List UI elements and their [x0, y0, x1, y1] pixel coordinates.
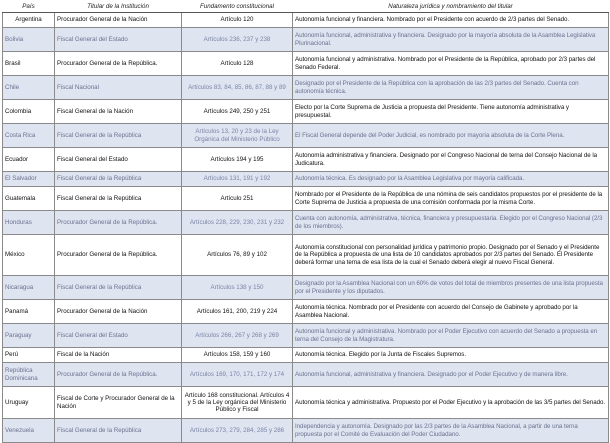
cell-naturaleza: Autonomía técnica. Elegido por la Junta de Fiscales Supremos. [293, 348, 609, 363]
cell-naturaleza: Autonomía técnica. Es designado por la Asamblea Legislativa por mayoría calificada. [293, 172, 609, 187]
cell-pais: Brasil [3, 52, 55, 76]
cell-naturaleza: Designado por el Presidente de la República con la aprobación de las 2/3 partes del Senado. Cuenta con autonomía técnica. [293, 76, 609, 100]
cell-naturaleza: Autonomía funcional y administrativa. Nombrado por el Presidente de la República, aprobado por 2/3 partes del Senado Federal. [293, 52, 609, 76]
cell-pais: Costa Rica [3, 124, 55, 148]
cell-naturaleza: Nombrado por el Presidente de la República de una nómina de seis candidatos propuestos por el presidente de la Corte Suprema de Justicia a propuesta de una comisión conformada por la misma Corte. [293, 187, 609, 211]
table-row [3, 28, 609, 52]
cell-naturaleza: Autonomía funcional y financiera. Nombrado por el Presidente con acuerdo de 2/3 partes del Senado. [293, 13, 609, 28]
fiscal-institutions-table-container [2, 1, 608, 443]
cell-pais: Colombia [3, 100, 55, 124]
cell-titular: Procurador General de la República. [55, 235, 182, 276]
table-header-row [3, 1, 609, 13]
cell-fundamento: Artículo 128 [182, 52, 293, 76]
cell-pais: Argentina [3, 13, 55, 28]
cell-fundamento: Artículo 120 [182, 13, 293, 28]
cell-fundamento: Artículos 76, 89 y 102 [182, 235, 293, 276]
cell-pais: Uruguay [3, 387, 55, 419]
fiscal-institutions-table [2, 1, 609, 443]
header-pais: País [3, 1, 55, 13]
cell-titular: Fiscal General del Estado [55, 324, 182, 348]
cell-pais: Venezuela [3, 419, 55, 443]
cell-titular: Fiscal General de la República [55, 124, 182, 148]
table-row [3, 124, 609, 148]
cell-fundamento: Artículos 169, 170, 171, 172 y 174 [182, 363, 293, 387]
cell-titular: Procurador General de la República. [55, 211, 182, 235]
cell-naturaleza: Autonomía administrativa y financiera. Designado por el Congreso Nacional de terna del Consejo Nacional de la Judicatura. [293, 148, 609, 172]
cell-pais: Honduras [3, 211, 55, 235]
cell-titular: Fiscal General de la República [55, 172, 182, 187]
cell-pais: Guatemala [3, 187, 55, 211]
cell-pais: Perú [3, 348, 55, 363]
cell-fundamento: Artículos 236, 237 y 238 [182, 28, 293, 52]
cell-titular: Fiscal Nacional [55, 76, 182, 100]
cell-titular: Fiscal de Corte y Procurador General de la Nación [55, 387, 182, 419]
cell-pais: República Dominicana [3, 363, 55, 387]
cell-fundamento: Artículos 158, 159 y 160 [182, 348, 293, 363]
cell-pais: Bolivia [3, 28, 55, 52]
cell-pais: Nicaragua [3, 276, 55, 300]
cell-naturaleza: Autonomía funcional y administrativa. Nombrado por el Poder Ejecutivo con acuerdo del Senado a propuesta en terna del Consejo de la Magistratura. [293, 324, 609, 348]
cell-naturaleza: Independencia y autonomía. Designado por las 2/3 partes de la Asamblea Nacional, a partir de una terna propuesta por el Comité de Evaluación del Poder Ciudadano. [293, 419, 609, 443]
cell-titular: Procurador General de la Nación [55, 13, 182, 28]
table-row [3, 76, 609, 100]
table-row [3, 52, 609, 76]
table-body [3, 13, 609, 443]
cell-titular: Procurador General de la República. [55, 363, 182, 387]
cell-naturaleza: Cuenta con autonomía, administrativa, técnica, financiera y presupuestaria. Elegido por el Congreso Nacional (2/3 de los miembros). [293, 211, 609, 235]
table-row [3, 187, 609, 211]
table-row [3, 324, 609, 348]
cell-pais: El Salvador [3, 172, 55, 187]
cell-pais: Ecuador [3, 148, 55, 172]
cell-titular: Fiscal General de la República [55, 276, 182, 300]
cell-titular: Fiscal General de la República [55, 419, 182, 443]
cell-fundamento: Artículos 194 y 195 [182, 148, 293, 172]
cell-naturaleza: Electo por la Corte Suprema de Justicia a propuesta del Presidente. Tiene autonomía administrativa y presupuestal. [293, 100, 609, 124]
cell-fundamento: Artículo 251 [182, 187, 293, 211]
cell-naturaleza: Autonomía técnica. Nombrado por el Presidente con acuerdo del Consejo de Gabinete y aprobado por la Asamblea Nacional. [293, 300, 609, 324]
cell-titular: Fiscal General de la Nación [55, 100, 182, 124]
header-naturaleza: Naturaleza jurídica y nombramiento del titular [293, 1, 609, 13]
cell-titular: Fiscal de la Nación [55, 348, 182, 363]
table-row [3, 172, 609, 187]
cell-fundamento: Artículos 131, 191 y 192 [182, 172, 293, 187]
table-row [3, 148, 609, 172]
cell-pais: Panamá [3, 300, 55, 324]
header-titular: Titular de la Institución [55, 1, 182, 13]
cell-naturaleza: El Fiscal General depende del Poder Judicial, es nombrado por mayoría absoluta de la Corte Plena. [293, 124, 609, 148]
cell-naturaleza: Autonomía funcional, administrativa y financiera. Designado por el Poder Ejecutivo y de manera libre. [293, 363, 609, 387]
cell-titular: Fiscal General del Estado [55, 28, 182, 52]
cell-pais: México [3, 235, 55, 276]
cell-fundamento: Artículos 83, 84, 85, 86, 87, 88 y 89 [182, 76, 293, 100]
cell-fundamento: Artículos 138 y 150 [182, 276, 293, 300]
cell-fundamento: Artículos 266, 267 y 268 y 269 [182, 324, 293, 348]
cell-pais: Paraguay [3, 324, 55, 348]
cell-fundamento: Artículos 249, 250 y 251 [182, 100, 293, 124]
cell-titular: Procurador General de la Nación [55, 300, 182, 324]
cell-naturaleza: Autonomía técnica y administrativa. Propuesto por el Poder Ejecutivo y la aprobación de las 3/5 partes del Senado. [293, 387, 609, 419]
cell-pais: Chile [3, 76, 55, 100]
table-row [3, 235, 609, 276]
cell-fundamento: Artículos 13, 20 y 23 de la Ley Orgánica del Ministerio Público [182, 124, 293, 148]
table-row [3, 276, 609, 300]
cell-fundamento: Artículos 273, 279, 284, 285 y 286 [182, 419, 293, 443]
cell-fundamento: Artículo 168 constitucional. Artículos 4 y 5 de la Ley orgánica del Ministerio Público y Fiscal [182, 387, 293, 419]
header-fundamento: Fundamento constitucional [182, 1, 293, 13]
table-row [3, 363, 609, 387]
table-row [3, 100, 609, 124]
cell-titular: Procurador General de la República. [55, 52, 182, 76]
table-row [3, 13, 609, 28]
cell-naturaleza: Autonomía constitucional con personalidad jurídica y patrimonio propio. Designado por el Senado y el Presidente de la República a propuesta de una lista de 10 candidatos aprobados por 2/3 partes del Senado. El Presidente deberá formar una terna de esa lista de la cual el Senado deberá elegir al nuevo Fiscal General. [293, 235, 609, 276]
table-row [3, 300, 609, 324]
cell-naturaleza: Designado por la Asamblea Nacional con un 60% de votos del total de miembros presentes de una lista propuesta por el Presidente y los diputados. [293, 276, 609, 300]
table-row [3, 348, 609, 363]
cell-fundamento: Artículos 228, 229, 230, 231 y 232 [182, 211, 293, 235]
cell-titular: Fiscal General del Estado [55, 148, 182, 172]
table-row [3, 211, 609, 235]
table-row [3, 419, 609, 443]
cell-titular: Fiscal General de la República [55, 187, 182, 211]
cell-naturaleza: Autonomía funcional, administrativa y financiera. Designado por la mayoría absoluta de la Asamblea Legislativa Plurinacional. [293, 28, 609, 52]
cell-fundamento: Artículos 161, 200, 219 y 224 [182, 300, 293, 324]
table-row [3, 387, 609, 419]
